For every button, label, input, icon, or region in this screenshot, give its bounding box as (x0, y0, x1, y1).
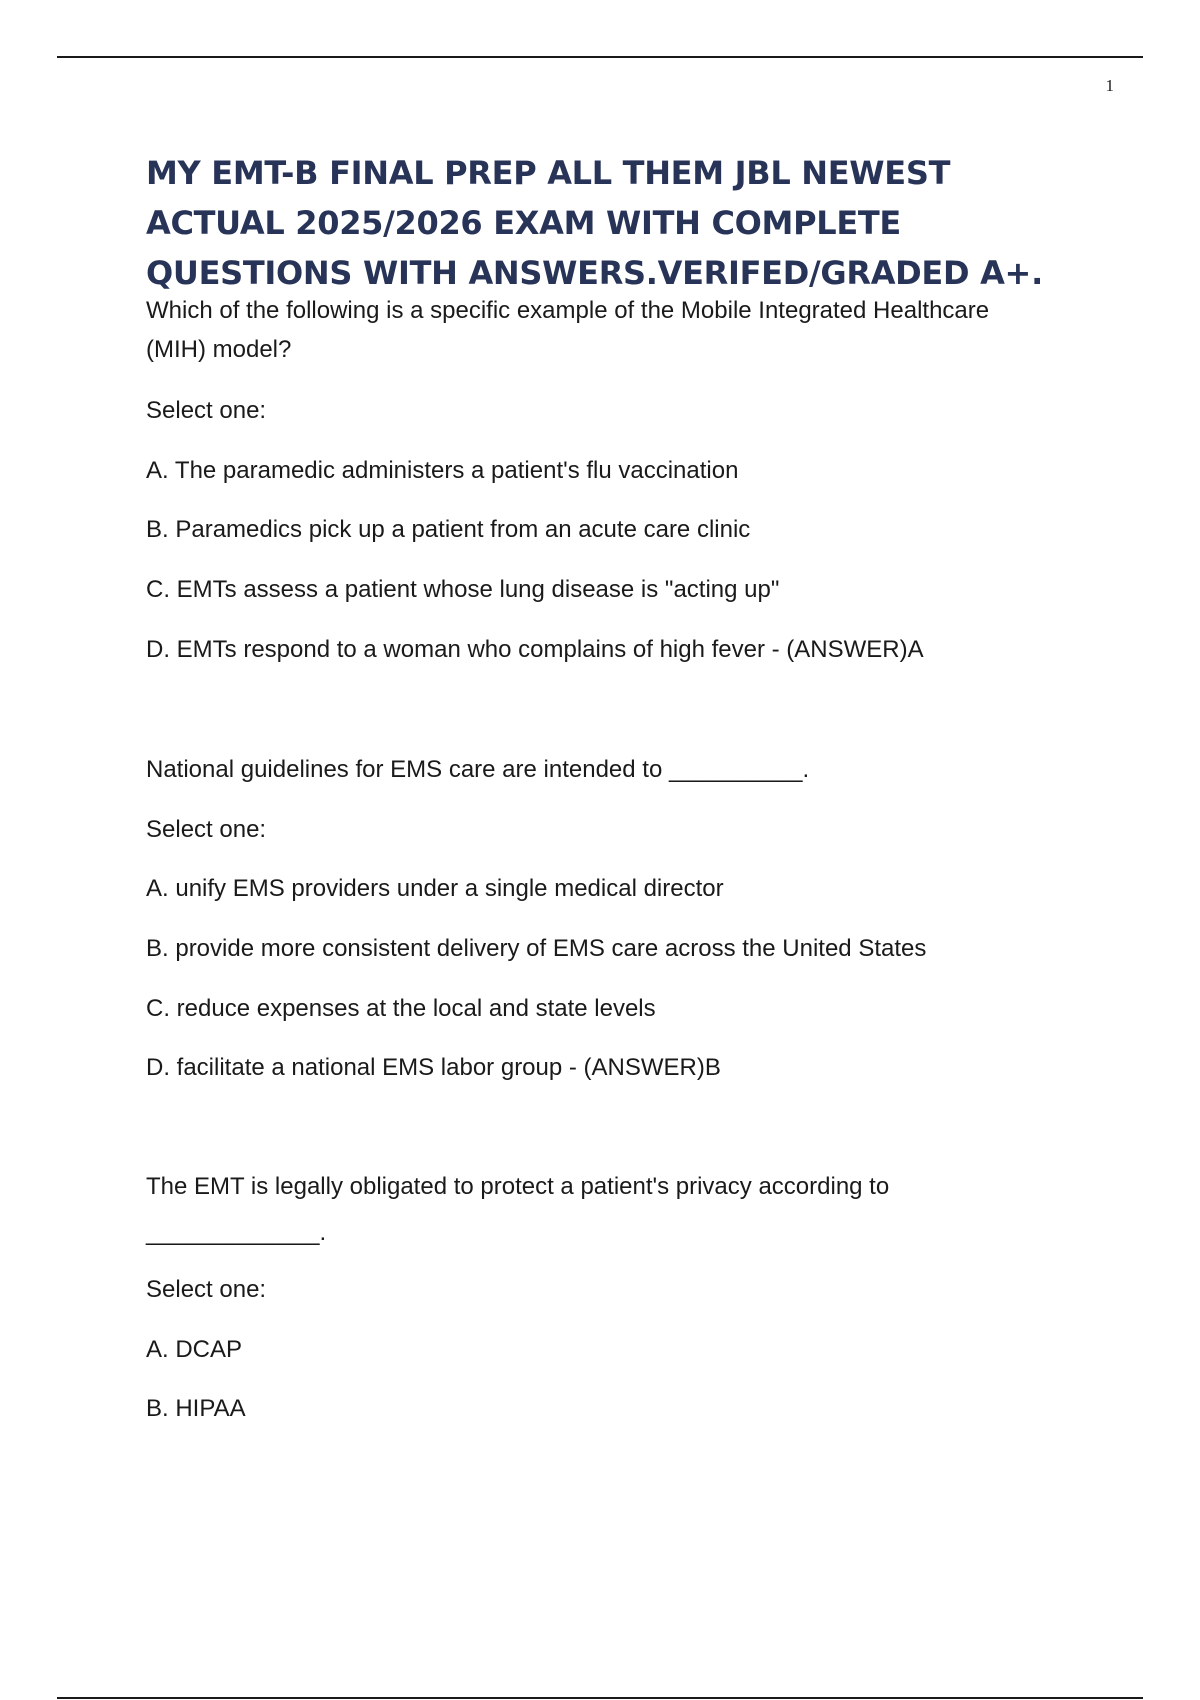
question-2-option-c: C. reduce expenses at the local and state levels (146, 995, 656, 1022)
footer-rule (57, 1697, 1143, 1699)
page-number: 1 (1105, 76, 1114, 95)
question-1-option-c: C. EMTs assess a patient whose lung disease is "acting up" (146, 576, 780, 603)
question-3-option-b: B. HIPAA (146, 1395, 246, 1422)
question-3-text-line-2: _____________. (146, 1219, 327, 1246)
question-2-option-a: A. unify EMS providers under a single medical director (146, 875, 724, 902)
question-1-text-line-1: Which of the following is a specific example of the Mobile Integrated Healthcare (146, 297, 990, 324)
question-1-text-line-2: (MIH) model? (146, 336, 292, 363)
question-3-option-a: A. DCAP (146, 1336, 243, 1363)
question-3-prompt: Select one: (146, 1276, 267, 1303)
question-2-prompt: Select one: (146, 816, 267, 843)
question-3-text-line-1: The EMT is legally obligated to protect a patient's privacy according to (146, 1173, 890, 1200)
question-2-text: National guidelines for EMS care are intended to __________. (146, 756, 810, 783)
header-rule (57, 56, 1143, 58)
document-title: MY EMT-B FINAL PREP ALL THEM JBL NEWEST ACTUAL 2025/2026 EXAM WITH COMPLETE QUESTIONS WITH ANSWERS.VERIFED/GRADED A+. (146, 154, 1043, 292)
question-2-option-b: B. provide more consistent delivery of EMS care across the United States (146, 935, 927, 962)
question-1-option-a: A. The paramedic administers a patient's flu vaccination (146, 457, 739, 484)
question-1-option-b: B. Paramedics pick up a patient from an acute care clinic (146, 516, 751, 543)
question-1-prompt: Select one: (146, 397, 267, 424)
question-2-option-d: D. facilitate a national EMS labor group - (ANSWER)B (146, 1054, 721, 1081)
question-1-option-d: D. EMTs respond to a woman who complains of high fever - (ANSWER)A (146, 636, 924, 663)
